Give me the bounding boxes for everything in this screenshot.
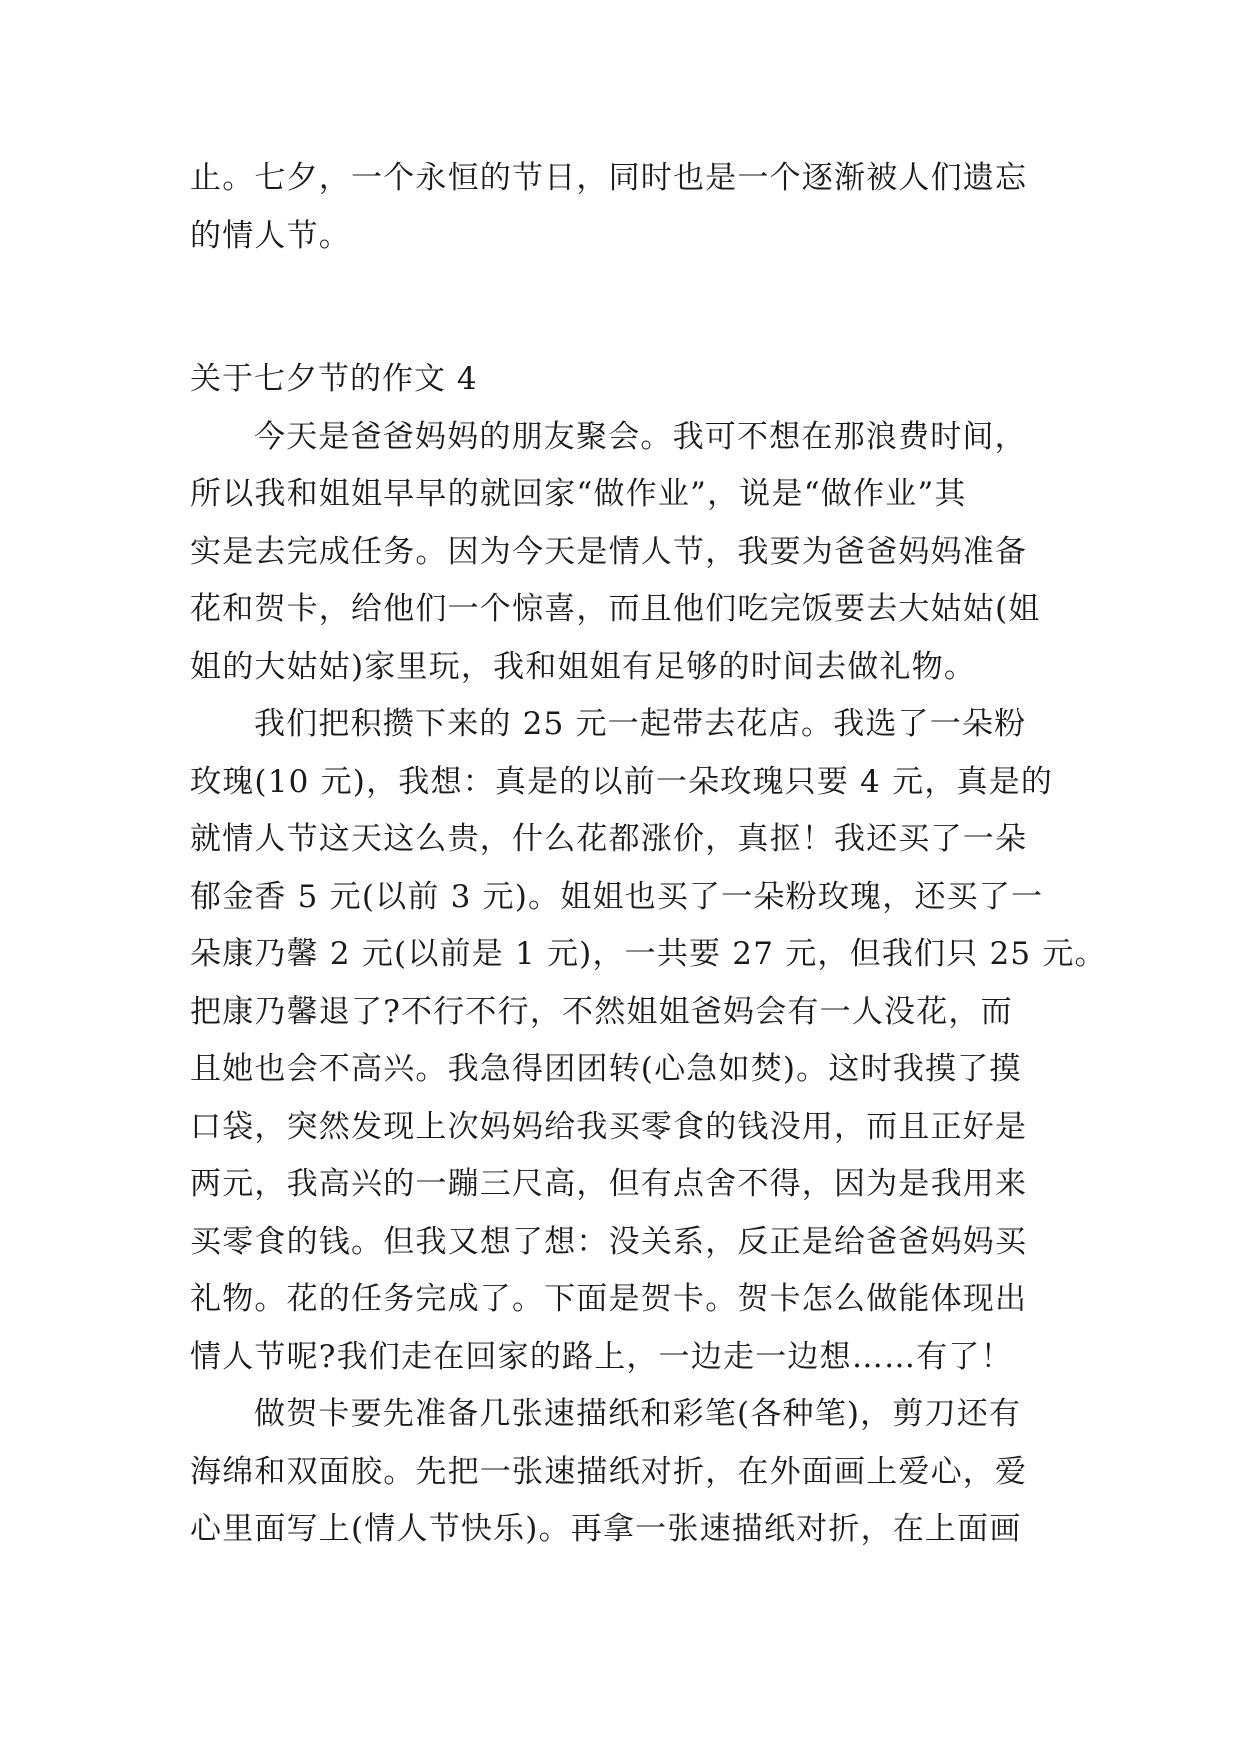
text-line: 口袋，突然发现上次妈妈给我买零食的钱没用，而且正好是 xyxy=(190,1108,1028,1145)
section-title: 关于七夕节的作文 4 xyxy=(190,361,478,397)
text-line: 做贺卡要先准备几张速描纸和彩笔(各种笔)，剪刀还有 xyxy=(254,1396,1022,1432)
text-line: 姐的大姑姑)家里玩，我和姐姐有足够的时间去做礼物。 xyxy=(190,648,977,685)
text-line: 的情人节。 xyxy=(190,217,351,254)
intro-paragraph xyxy=(190,150,1050,265)
text-line: 两元，我高兴的一蹦三尺高，但有点舍不得，因为是我用来 xyxy=(190,1166,1028,1202)
text-line: 把康乃馨退了?不行不行，不然姐姐爸妈会有一人没花，而 xyxy=(190,993,1013,1030)
text-line: 心里面写上(情人节快乐)。再拿一张速描纸对折，在上面画 xyxy=(190,1511,1022,1547)
text-line: 情人节呢?我们走在回家的路上，一边走一边想……有了！ xyxy=(190,1338,1013,1375)
paragraph-gap xyxy=(190,265,1050,351)
paragraph-3 xyxy=(190,1386,1050,1559)
text-line: 买零食的钱。但我又想了想：没关系，反正是给爸爸妈妈买 xyxy=(190,1223,1028,1260)
document-page xyxy=(190,150,1107,1559)
text-line: 所以我和姐姐早早的就回家“做作业”，说是“做作业”其 xyxy=(190,476,967,512)
paragraph-1 xyxy=(190,409,1050,697)
text-line: 礼物。花的任务完成了。下面是贺卡。贺卡怎么做能体现出 xyxy=(190,1281,1028,1317)
text-line: 且她也会不高兴。我急得团团转(心急如焚)。这时我摸了摸 xyxy=(190,1051,1022,1087)
text-line: 朵康乃馨 2 元(以前是 1 元)，一共要 27 元，但我们只 25 元。 xyxy=(190,936,1107,972)
text-line: 郁金香 5 元(以前 3 元)。姐姐也买了一朵粉玫瑰，还买了一 xyxy=(190,878,1044,915)
text-line: 止。七夕，一个永恒的节日，同时也是一个逐渐被人们遗忘 xyxy=(190,160,1028,196)
text-line: 海绵和双面胶。先把一张速描纸对折，在外面画上爱心，爱 xyxy=(190,1453,1028,1490)
text-line: 玫瑰(10 元)，我想：真是的以前一朵玫瑰只要 4 元，真是的 xyxy=(190,763,1054,800)
text-line: 就情人节这天这么贵，什么花都涨价，真抠！我还买了一朵 xyxy=(190,821,1028,857)
text-line: 今天是爸爸妈妈的朋友聚会。我可不想在那浪费时间， xyxy=(254,418,1027,455)
text-line: 花和贺卡，给他们一个惊喜，而且他们吃完饭要去大姑姑(姐 xyxy=(190,591,1041,627)
text-line: 实是去完成任务。因为今天是情人节，我要为爸爸妈妈准备 xyxy=(190,533,1028,570)
paragraph-2 xyxy=(190,696,1107,1386)
text-line: 我们把积攒下来的 25 元一起带去花店。我选了一朵粉 xyxy=(254,706,1027,742)
